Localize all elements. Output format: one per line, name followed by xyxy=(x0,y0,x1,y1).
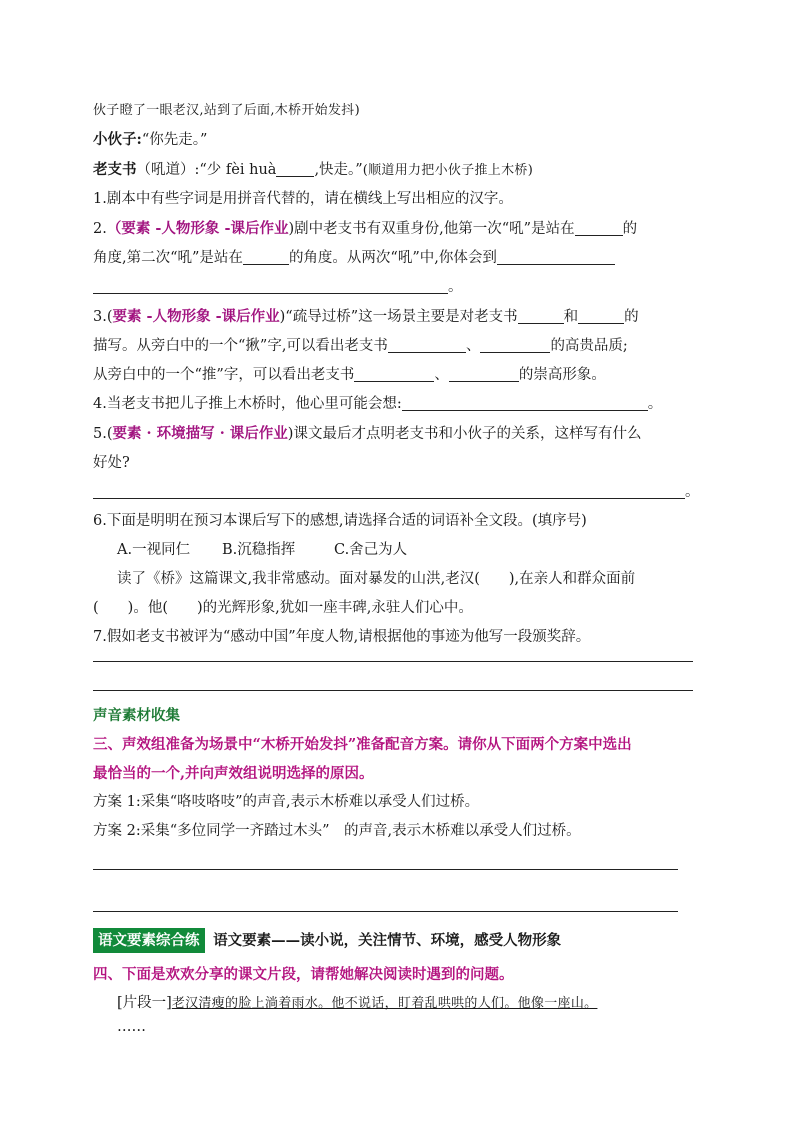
dialogue-line-old-secretary xyxy=(93,155,705,185)
worksheet-page xyxy=(93,96,705,1036)
answer-blank[interactable] xyxy=(93,277,448,294)
fragment-ellipsis: …… xyxy=(117,1019,146,1035)
question-5 xyxy=(93,419,705,449)
answer-blank[interactable] xyxy=(93,482,685,499)
option-a: A.一视同仁 xyxy=(117,542,191,558)
question-text: 。 xyxy=(685,484,700,500)
question-text: 、 xyxy=(434,367,449,383)
speaker-young-man: 小伙子: xyxy=(93,131,142,148)
question-3-section-heading-cont: 最恰当的一个,并向声效组说明选择的原因。 xyxy=(93,765,374,782)
question-text: 描写。从旁白中的一个“揪”字,可以看出老支书 xyxy=(93,338,388,354)
question-4 xyxy=(93,390,705,419)
question-text: 。 xyxy=(647,396,663,412)
stage-direction: (顺道用力把小伙子推上木桥) xyxy=(362,163,534,178)
answer-blank[interactable] xyxy=(449,365,519,382)
answer-blank[interactable] xyxy=(480,336,550,353)
option-b: B.沉稳指挥 xyxy=(222,542,296,558)
question-text: 的高贵品质; xyxy=(550,338,628,354)
question-text: 从旁白中的一个“推”字，可以看出老支书 xyxy=(93,367,355,383)
section-badge: 语文要素综合练 xyxy=(93,928,205,953)
answer-blank[interactable] xyxy=(575,219,623,236)
question-text: 4.当老支书把儿子推上木桥时，他心里可能会想: xyxy=(93,396,402,412)
question-text: 、 xyxy=(465,338,481,354)
question-text: 的崇高形象。 xyxy=(518,367,606,383)
question-3 xyxy=(93,302,705,332)
question-text: 的 xyxy=(624,309,639,325)
question-6-options xyxy=(93,536,705,565)
element-tag: 要素 · 环境描写 · 课后作业 xyxy=(112,425,288,442)
question-4-heading: 四、下面是欢欢分享的课文片段，请帮她解决阅读时遇到的问题。 xyxy=(93,966,514,983)
question-3-section-heading: 三、声效组准备为场景中“木桥开始发抖”准备配音方案。请你从下面两个方案中选出 xyxy=(93,736,632,753)
dialogue-text: ,快走。” xyxy=(314,162,363,178)
question-text: )“疏导过桥”这一场景主要是对老支书 xyxy=(279,309,518,325)
answer-blank[interactable] xyxy=(354,365,434,382)
question-number: 3.( xyxy=(93,309,113,325)
answer-blank[interactable] xyxy=(276,160,314,177)
answer-blank[interactable] xyxy=(402,394,648,411)
fragment-1 xyxy=(93,989,705,1018)
plan-2: 方案 2:采集“多位同学一齐踏过木头” 的声音,表示木桥难以承受人们过桥。 xyxy=(93,823,581,839)
question-number: 2. xyxy=(93,221,107,237)
plan-1: 方案 1:采集“咯吱咯吱”的声音,表示木桥难以承受人们过桥。 xyxy=(93,794,480,810)
question-text: 的 xyxy=(622,221,638,237)
dialogue-line-young-man xyxy=(93,125,705,155)
question-6-paragraph-1: 读了《桥》这篇课文,我非常感动。面对暴发的山洪,老汉( ),在亲人和群众面前 xyxy=(117,571,636,587)
question-2-cont2 xyxy=(93,273,705,302)
question-text: 。 xyxy=(448,279,463,295)
section-4-header xyxy=(93,926,705,956)
question-text: )课文最后才点明老支书和小伙子的关系，这样写有什么 xyxy=(287,426,642,442)
answer-blank[interactable] xyxy=(518,307,564,324)
question-6: 6.下面是明明在预习本课后写下的感想,请选择合适的词语补全文段。(填序号) xyxy=(93,513,587,529)
answer-blank[interactable] xyxy=(497,248,615,265)
question-5-answer xyxy=(93,478,705,507)
question-text: )剧中老支书有双重身份,他第一次“吼”是站在 xyxy=(288,221,575,237)
question-2 xyxy=(93,214,705,244)
section-subtitle: 语文要素——读小说，关注情节、环境，感受人物形象 xyxy=(213,932,562,949)
question-5-cont: 好处? xyxy=(93,455,130,471)
script-stage-direction: 伙子瞪了一眼老汉,站到了后面,木桥开始发抖) xyxy=(93,103,360,118)
answer-blank[interactable] xyxy=(388,336,466,353)
fragment-text: 老汉清瘦的脸上淌着雨水。他不说话，盯着乱哄哄的人们。他像一座山。 xyxy=(171,996,598,1011)
question-6-paragraph-2: ( )。他( )的光辉形象,犹如一座丰碑,永驻人们心中。 xyxy=(93,600,473,616)
element-tag: （要素 -人物形象 -课后作业 xyxy=(106,220,289,237)
dialogue-text: “你先走。” xyxy=(141,132,208,148)
speaker-old-secretary: 老支书 xyxy=(93,161,137,178)
question-number: 5.( xyxy=(93,426,113,442)
question-7: 7.假如老支书被评为“感动中国”年度人物,请根据他的事迹为他写一段颁奖辞。 xyxy=(93,629,591,645)
fragment-label: [片段一] xyxy=(117,995,172,1011)
question-1: 1.剧本中有些字词是用拼音代替的，请在横线上写出相应的汉字。 xyxy=(93,191,513,207)
sound-section-title: 声音素材收集 xyxy=(93,707,180,724)
question-2-cont xyxy=(93,244,705,273)
element-tag: 要素 -人物形象 -课后作业 xyxy=(112,308,280,325)
question-3-cont xyxy=(93,332,705,361)
dialogue-text: （吼道）:“少 fèi huà xyxy=(136,162,277,178)
question-text: 和 xyxy=(563,309,579,325)
answer-blank[interactable] xyxy=(243,248,289,265)
question-text: 的角度。从两次“吼”中,你体会到 xyxy=(288,250,497,266)
option-c: C.舍己为人 xyxy=(334,542,408,558)
question-text: 角度,第二次“吼”是站在 xyxy=(93,250,243,266)
question-3-cont2 xyxy=(93,361,705,390)
answer-blank[interactable] xyxy=(578,307,624,324)
